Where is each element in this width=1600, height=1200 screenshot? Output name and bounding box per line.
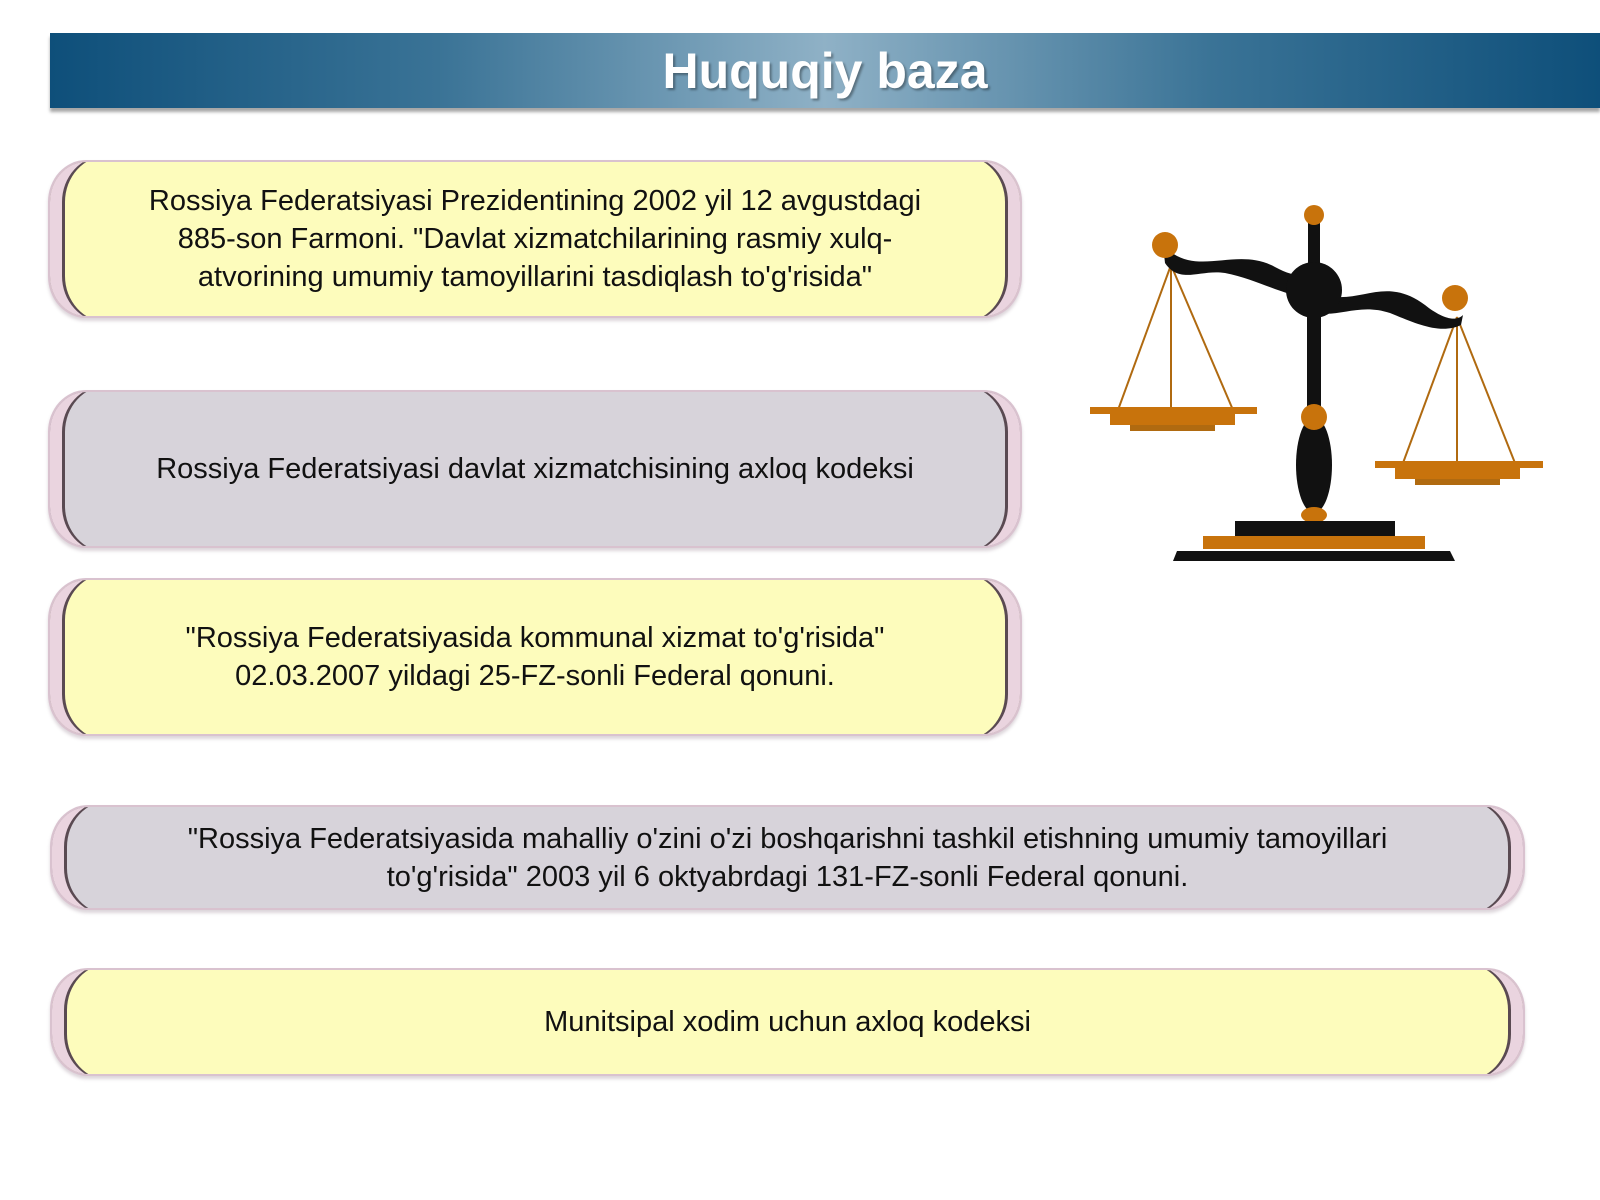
legal-basis-item-2 — [48, 390, 1022, 548]
page-title: Huquqiy baza — [662, 42, 988, 99]
legal-basis-item-5-text: Munitsipal xodim uchun axloq kodeksi — [544, 1006, 1031, 1038]
legal-basis-item-4 — [50, 805, 1525, 910]
legal-basis-item-2-text: Rossiya Federatsiyasi davlat xizmatchisining axloq kodeksi — [156, 453, 914, 485]
legal-basis-item-4-text: "Rossiya Federatsiyasida mahalliy o'zini o'zi boshqarishni tashkil etishning umumiy tamoyillari to'g'risida" 2003 yil 6 oktyabrdagi 131-FZ-sonli Federal qonuni. — [187, 822, 1388, 893]
legal-basis-item-3 — [48, 578, 1022, 736]
legal-basis-item-3-text: "Rossiya Federatsiyasida kommunal xizmat to'g'risida" 02.03.2007 yildagi 25-FZ-sonli Federal qonuni. — [185, 622, 885, 692]
title-bar — [50, 33, 1600, 108]
legal-basis-item-1 — [48, 160, 1022, 318]
legal-basis-item-1-text: Rossiya Federatsiyasi Prezidentining 2002 yil 12 avgustdagi 885-son Farmoni. "Davlat xizmatchilarining rasmiy xulq- atvorining umumiy tamoyillarini tasdiqlash to'g'risida" — [148, 185, 922, 293]
legal-basis-item-5 — [50, 968, 1525, 1076]
scales-of-justice-icon — [1085, 205, 1555, 580]
